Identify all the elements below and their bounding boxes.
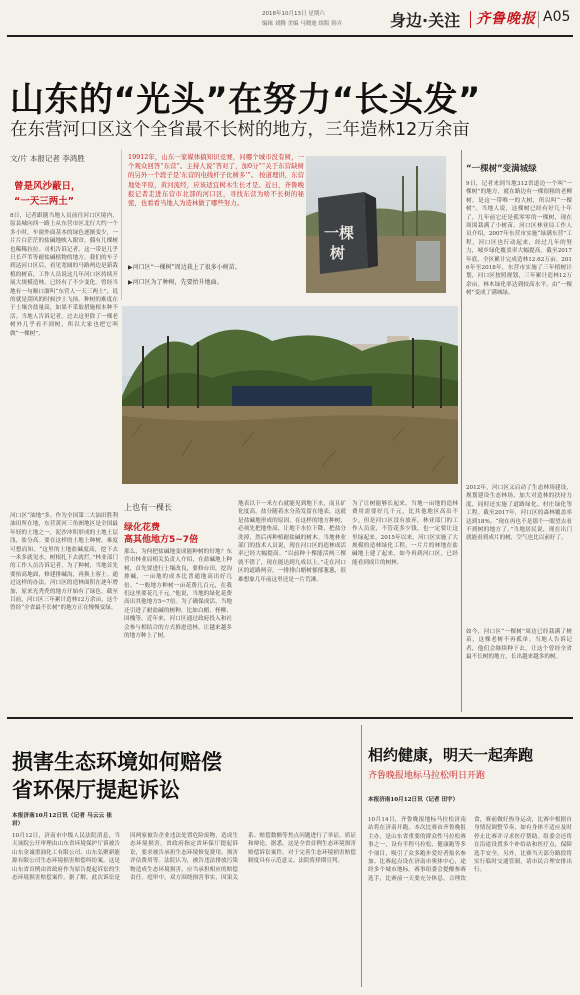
lead-body-column-7: 2012年，河口区又启动了生态林场建设，规划建设生态林场，加大对造林的扶持力度，同时还实施了道路绿化、村庄绿化等工程。截至2017年，河口区的森林覆盖率达到18%。“现在再也不是那个一眼望去看不到树的地方了。”当地居民说，现在出门就能看到成片的树，空气也比以前好了。 — [466, 485, 572, 542]
story3-body: 10月14日，齐鲁晚报地标马拉松济南站将在济南开跑。本次比赛由齐鲁晚报主办，是山东省重要的群众性马拉松赛事之一，设有半程马拉松、健康跑等多个项目，吸引了众多跑步爱好者报名参加。比赛起点设在济南市奥体中心，途经多个城市地标。赛事组委会提醒参赛选手，比赛前一天要充分休息，合理饮食，赛前做好热身运动，比赛中根据自身情况调整节奏，如有身体不适应及时停止比赛并寻求医疗帮助。组委会还将在沿途设置多个补给站和医疗点，保障选手安全。另外，比赛当天部分路段将实行临时交通管制，请市民合理安排出行。 — [368, 817, 572, 882]
lead-byline: 文/片 本报记者 李鸿胜 — [10, 154, 85, 163]
story2-byline: 本报济南10月12日讯（记者 马云云 崔岩） — [12, 813, 112, 828]
lead-subhead: 在东营河口区这个全省最不长树的地方，三年造林12万余亩 — [10, 120, 470, 140]
section-divider — [7, 717, 573, 719]
lead-subsection-1: 曾是风沙蔽日， — [14, 181, 81, 192]
lead-body-column-3: 那么，为何把盐碱地变成能种树的好地？东营市林业局相关负责人介绍，在盐碱地上种树，首先要进行土壤改良，要修台田，挖沟排碱，一亩地的成本比普通地高出好几倍。“一般地方种树一亩花费几百元，在我们这里要花几千元。”他说，当地的绿化花费高出其他地方5~7倍。为了确保成活，当地还引进了耐盐碱的树种，比如白蜡、柽柳、国槐等。近年来，河口区通过政府投入和社会参与相结合的方式推进造林，让越来越多的地方种上了树。 — [124, 549, 232, 640]
story3-headline: 相约健康，明天一起奔跑 — [368, 746, 534, 764]
svg-text:树: 树 — [330, 244, 346, 262]
photo-caption-2: ▶河口区为了种树，先要抬升地面。 — [128, 279, 223, 286]
photo-forest — [122, 306, 458, 484]
side-headline: “一棵树”变满城绿 — [466, 164, 537, 174]
newspaper-logo: 齐鲁晚报 — [476, 11, 536, 27]
mid-subhead-1: 上也有一棵长 — [124, 503, 172, 512]
page-number: A05 — [543, 9, 571, 25]
story2-headline-line2: 省环保厅提起诉讼 — [12, 778, 180, 802]
lead-body-column-1: 8日，记者跟随当地人员前往河口区境内，原县城向西一路上从东营市区北行大约一个多小时，车窗外面基本的绿色逐渐变少，一片片白茫茫的盐碱地映入眼帘。偶有几棵树也稀稀拉拉。司机告诉记者，这一带是几乎只长芦苇等耐盐碱植物的地方。我们的车子到达河口区后，看见宽阔的马路两边是新栽植的树苗，工作人员说这几年河口区持续开展大规模造林，已经有了不少变化。曾经当地有一句顺口溜叫“东营人一天三两土”，说的就是刮风的时候沙土飞扬。种树的难度在于土壤含盐量高，如果不采取措施根本种不活。当地人告诉记者，过去这里除了一棵老树外几乎看不到树，所以大家也把它叫做“一棵树”。 — [10, 213, 118, 337]
svg-text:一棵: 一棵 — [324, 224, 355, 242]
story3-byline: 本报济南10月12日讯（记者 田宇） — [368, 797, 459, 803]
lead-body-column-8: 如今，河口区“一棵树”周边已经栽满了树苗，这棵老树不再孤单。当地人告诉记者，他们会继续种下去，让这个曾经全省最不长树的地方，长出越来越多的树。 — [466, 629, 572, 661]
story2-headline-line1: 损害生态环境如何赔偿 — [12, 750, 222, 774]
story2-body: 10月12日，济南市中级人民法院消息，当天该院公开审理由山东省环境保护厅诉被告山东金诚重油化工有限公司、山东弘聚新能源有限公司生态环境损害赔偿纠纷案。这是山东省首例由省政府作为原告提起诉讼的生态环境损害赔偿案件。据了解，此次诉讼是因两家被告企业违法处置危险废物，造成生态环境损害，省政府指定省环保厅提起诉讼，要求被告承担生态环境修复费用、损害评估费用等。法院认为，被告违法排放污染物造成生态环境损害，应当承担相应的赔偿责任。庭审中，双方围绕损害事实、因果关系、赔偿数额等焦点问题进行了举证、质证和辩论。据悉，这是全省首例生态环境损害赔偿诉讼案件，对于完善生态环境损害赔偿制度具有示范意义。法院将择期宣判。 — [12, 833, 356, 882]
lead-body-column-2: 河口区“油地”多。作为全国第二大油田胜利油田所在地，东营黄河三角洲地区是全国最年轻的土地之一，泥沙冲积形成的土地土层浅，盐分高。要在这样的土地上种树，难度可想而知。“这里的土地盐碱度高，挖下去一米多就见水，树根扎下去就烂。”林业部门的工作人员告诉记者，为了种树，当地首先要抬高地面，修建排碱沟，再换上客土。通过这样的办法，河口区的造林面积在逐年增加，原来光秃秃的地方开始有了绿色。截至目前，河口区三年累计造林12万余亩，这个曾经“全省最不长树”的地方正在慢慢变绿。 — [10, 513, 118, 612]
mid-subhead-2: 绿化花费 — [124, 523, 161, 533]
masthead-editors: 编辑 刘腾 美编 马晓迪 组版 韩卉 — [262, 21, 343, 27]
lead-body-column-5: 为了让树能够长起来，当地一亩地的造林费用需要好几千元，比其他地区高出不少。但是河口区没有放弃，林业部门的工作人员说，不管花多少钱，也一定要让这里绿起来。2015年以来，河口区实施了大规模的造林绿化工程，一片片的林地在盐碱地上建了起来。如今再到河口区，已经能看到成片的树林。 — [352, 501, 458, 566]
masthead-rule — [7, 35, 573, 37]
lead-intro: 19912年，山东一家媒体搞知识竞赛，问哪个城市没有树，一个观众回答“东营”。主持人说“答对了，加0分”“关于东营缺树的另外一个段子是‘东营的电线杆子比树多’”。 按道理讲，东营地处平原，黄河流经，应该适宜树木生长才是。近日，齐鲁晚报记者走进东营市北部的河口区，寻找东营为啥不长树的秘密，也看看当地人为造林做了哪些努力。 — [128, 153, 304, 208]
lead-body-column-4: 地表以下一米左右就能见到地下水，而且矿化度高，盐分随着水分蒸发留在地表，这就是盐碱地形成的原因。在这样的地方种树，必须先把地垫高，让地下水位下降，把盐分洗掉，然后再种植耐盐碱的树木。当地林业部门的技术人员说，现在河口区的造林成活率已经大幅提高。“以前种十棵能活两三棵就不错了，现在能达到九成以上。”走在河口区的道路两旁，一排排白蜡树郁郁葱葱，很难想象几年前这里还是一片荒滩。 — [238, 501, 346, 583]
lead-body-column-6: 9日，记者来到当地312省道边一个叫“一棵树”的地方，就在路边有一棵很粗的老柳树，是这一带唯一的大树，所以叫“一棵树”。当地人说，这棵树已经有好几十年了，几年前它还是孤零零的一棵树，现在周围栽满了小树苗。河口区林业局工作人员介绍，2007年东营市实施“绿满东营”工程，河口区也行动起来，经过几年的努力，城乡绿化覆盖率大幅提高。截至2017年底，全区累计完成造林12.62万亩。2016年至2018年，东营市实施了三年植树计划，河口区按照规划，三年累计造林12万余亩，林木绿化率达到较高水平，由“一棵树”变成了满城绿。 — [466, 181, 572, 297]
story3-subhead: 齐鲁晚报地标马拉松明日开跑 — [368, 771, 486, 781]
photo-stone-marker — [306, 156, 446, 293]
mid-subhead-3: 高其他地方5~7倍 — [124, 535, 199, 545]
lead-headline: 山东的“光头”在努力“长头发” — [10, 80, 481, 120]
section-name: 身边·关注 — [390, 11, 461, 30]
photo-caption-1: ▶河口区“一棵树”周边栽上了很多小树苗。 — [128, 264, 241, 271]
masthead-info-line: 2018年10月13日 星期六 — [262, 11, 325, 17]
lead-subsection-2: “一天三两土” — [14, 196, 74, 207]
